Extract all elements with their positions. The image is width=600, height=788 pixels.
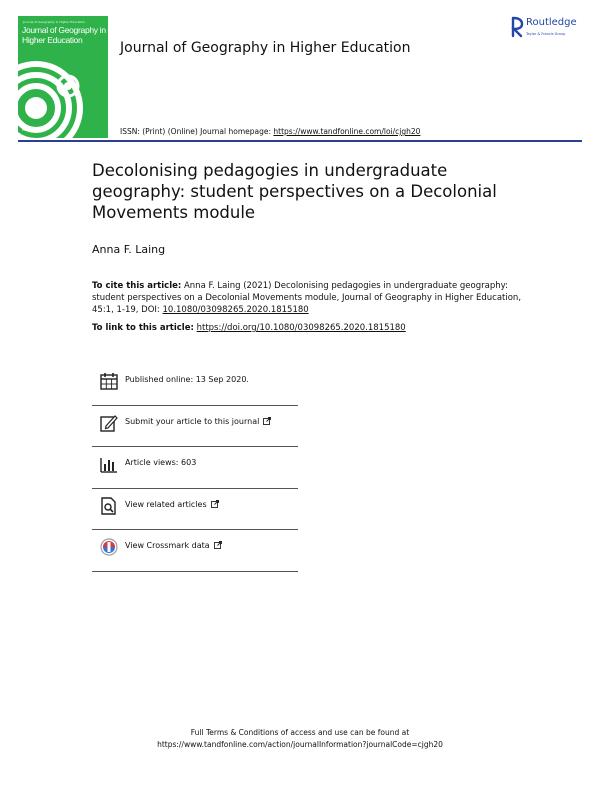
cover-title: Journal of Geography in Higher Education [22, 25, 106, 45]
crossmark-link[interactable] [92, 530, 298, 572]
edit-icon [100, 414, 118, 432]
crossmark-icon [100, 538, 118, 556]
journal-cover[interactable] [18, 16, 108, 138]
article-doi-url[interactable]: https://doi.org/10.1080/03098265.2020.1815180 [196, 323, 406, 333]
article-views-row [92, 447, 298, 489]
cite-text: Anna F. Laing (2021) Decolonising pedagogies in undergraduate geography: student perspectives on a Decolonial Movements module, Journal of Geography in Higher Education, 45:1, 1-19, DOI: [92, 281, 522, 315]
journal-homepage-link[interactable]: https://www.tandfonline.com/loi/cjgh20 [273, 127, 421, 136]
routledge-logo-icon [510, 16, 524, 38]
publisher-subtitle: Taylor & Francis Group [526, 32, 566, 36]
terms-footer [0, 727, 600, 751]
citation-block [92, 280, 532, 316]
header-divider [18, 140, 582, 142]
cover-topline: Journal of Geography in Higher Education [23, 20, 86, 24]
external-link-icon [263, 417, 271, 425]
article-actions [92, 364, 298, 572]
published-online-text: Published online: 13 Sep 2020. [125, 375, 249, 384]
publisher-logo [510, 16, 590, 46]
bar-chart-icon [100, 455, 118, 473]
footer-terms-text: Full Terms & Conditions of access and use can be found at [190, 728, 410, 737]
cover-logo-text: Routledge [22, 128, 40, 132]
issn-label: ISSN: (Print) (Online) Journal homepage: [120, 127, 272, 136]
crossmark-text: View Crossmark data [125, 541, 210, 550]
footer-terms-link[interactable]: https://www.tandfonline.com/action/journalInformation?journalCode=cjgh20 [157, 740, 443, 749]
related-documents-icon [100, 497, 118, 515]
submit-article-text: Submit your article to this journal [125, 416, 260, 426]
related-articles-link[interactable] [92, 489, 298, 531]
external-link-icon [214, 541, 222, 549]
cite-label: To cite this article: [92, 281, 182, 291]
published-online-row [92, 364, 298, 406]
article-title: Decolonising pedagogies in undergraduate geography: student perspectives on a Decolonial Movements module [92, 161, 497, 222]
submit-article-link[interactable] [92, 406, 298, 448]
doi-link[interactable]: 10.1080/03098265.2020.1815180 [162, 305, 309, 315]
article-author: Anna F. Laing [92, 243, 166, 256]
related-articles-text: View related articles [125, 499, 207, 509]
external-link-icon [211, 500, 219, 508]
journal-name: Journal of Geography in Higher Education [120, 40, 411, 56]
link-label: To link to this article: [92, 323, 194, 333]
link-block [92, 322, 532, 334]
issn-line [120, 127, 420, 136]
calendar-icon [100, 372, 118, 390]
publisher-name: Routledge [526, 17, 577, 28]
article-views-text: Article views: 603 [125, 458, 197, 467]
